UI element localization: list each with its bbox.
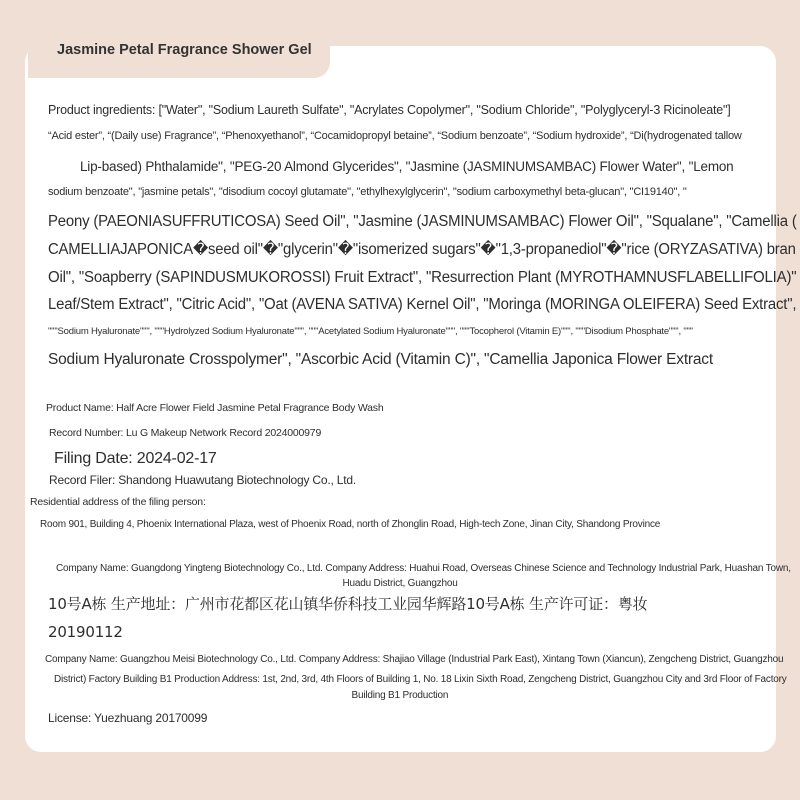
company-2-line-2: District) Factory Building B1 Production Address: 1st, 2nd, 3rd, 4th Floors of Building 1, No. 18 Lixin Sixth Road, Zengcheng District, Guangzhou City and 3rd Floor of Factory xyxy=(54,674,787,685)
content-card xyxy=(25,46,776,752)
company-2-line-1: Company Name: Guangzhou Meisi Biotechnology Co., Ltd. Company Address: Shajiao Village (Industrial Park East), Xintang Town (Xiancun), Zengcheng District, Guangzhou xyxy=(45,654,784,665)
ingredients-line-10: Sodium Hyaluronate Crosspolymer", "Ascorbic Acid (Vitamin C)", "Camellia Japonica Flower Extract xyxy=(48,351,713,368)
address-label: Residential address of the filing person: xyxy=(30,496,206,508)
ingredients-line-7: Oil", "Soapberry (SAPINDUSMUKOROSSI) Fruit Extract", "Resurrection Plant (MYROTHAMNUSFLABELLIFOLIA)" xyxy=(48,269,797,286)
company-1-line-2: Huadu District, Guangzhou xyxy=(342,578,458,589)
ingredients-line-8: Leaf/Stem Extract", "Citric Acid", "Oat (AVENA SATIVA) Kernel Oil", "Moringa (MORINGA OLEIFERA) Seed Extract", xyxy=(48,296,797,313)
product-name: Product Name: Half Acre Flower Field Jasmine Petal Fragrance Body Wash xyxy=(46,402,384,414)
filing-date: Filing Date: 2024-02-17 xyxy=(54,450,217,467)
company-1-cn-line-1: 10号A栋 生产地址：广州市花都区花山镇华侨科技工业园华辉路10号A栋 生产许可证：粤妆 xyxy=(48,595,648,613)
ingredients-line-9: """Sodium Hyaluronate""", """Hydrolyzed Sodium Hyaluronate""", """Acetylated Sodium Hyaluronate""", """Tocopherol (Vitamin E)""", """Disodium Phosphate""", """ xyxy=(48,326,693,337)
record-filer: Record Filer: Shandong Huawutang Biotechnology Co., Ltd. xyxy=(49,473,356,487)
company-2-line-3: Building B1 Production xyxy=(351,690,449,701)
ingredients-line-4: sodium benzoate", "jasmine petals", "disodium cocoyl glutamate", "ethylhexylglycerin", "sodium carboxymethyl beta-glucan", "CI19140", " xyxy=(48,186,687,198)
ingredients-line-6: CAMELLIAJAPONICA�seed oil"�"glycerin"�"isomerized sugars"�"1,3-propanediol"�"rice (ORYZASATIVA) bran xyxy=(48,241,796,258)
license: License: Yuezhuang 20170099 xyxy=(48,711,208,725)
filer-address: Room 901, Building 4, Phoenix International Plaza, west of Phoenix Road, north of Zhonglin Road, High-tech Zone, Jinan City, Shandong Province xyxy=(40,519,661,530)
ingredients-line-1: Product ingredients: ["Water", "Sodium Laureth Sulfate", "Acrylates Copolymer", "Sodium Chloride", "Polyglyceryl-3 Ricinoleate"] xyxy=(48,103,731,117)
record-number: Record Number: Lu G Makeup Network Record 2024000979 xyxy=(49,427,322,439)
ingredients-line-3: Lip-based) Phthalamide", "PEG-20 Almond Glycerides", "Jasmine (JASMINUMSAMBAC) Flower Water", "Lemon xyxy=(80,159,734,174)
page-title: Jasmine Petal Fragrance Shower Gel xyxy=(57,42,312,58)
company-1-line-1: Company Name: Guangdong Yingteng Biotechnology Co., Ltd. Company Address: Huahui Road, Overseas Chinese Science and Technology Industrial Park, Huashan Town, xyxy=(56,563,791,574)
ingredients-line-2: “Acid ester”, “(Daily use) Fragrance”, “Phenoxyethanol”, “Cocamidopropyl betaine”, “Sodium benzoate”, “Sodium hydroxide”, “Di(hydrogenated tallow xyxy=(48,130,742,142)
ingredients-line-5: Peony (PAEONIASUFFRUTICOSA) Seed Oil", "Jasmine (JASMINUMSAMBAC) Flower Oil", "Squalane", "Camellia ( xyxy=(48,213,797,230)
company-1-cn-line-2: 20190112 xyxy=(48,623,123,641)
